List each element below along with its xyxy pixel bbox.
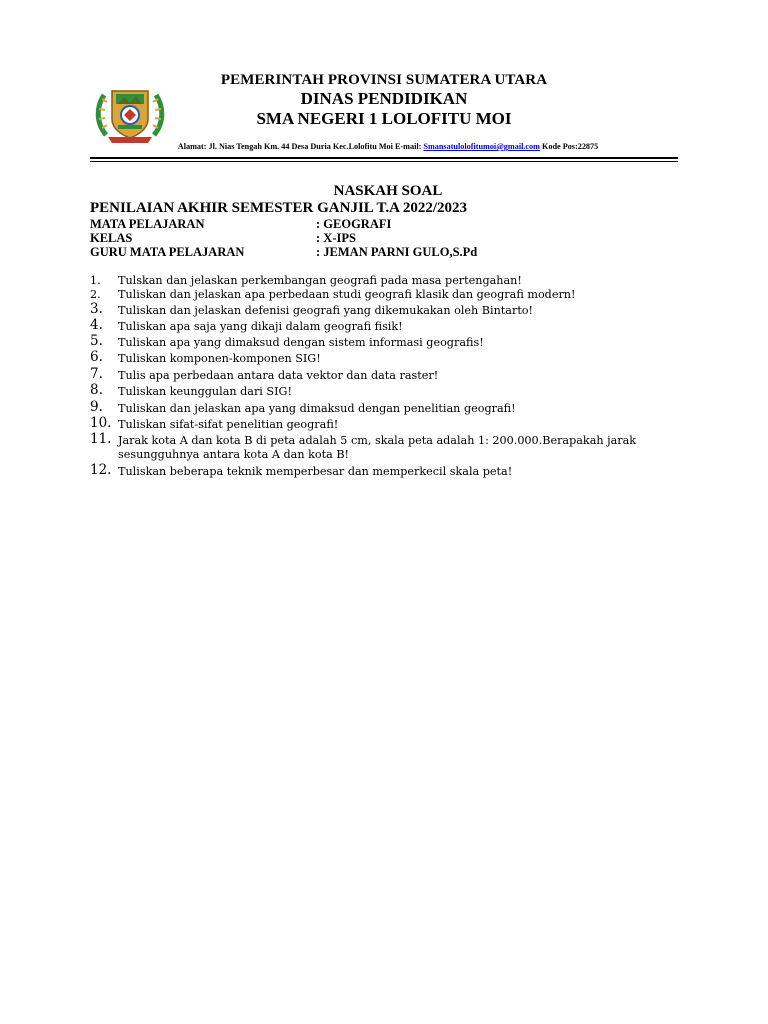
address-text: Alamat: Jl. Nias Tengah Km. 44 Desa Duria Kec.Lolofitu Moi E-mail: (177, 142, 424, 151)
meta-value: : JEMAN PARNI GULO,S.Pd (316, 245, 478, 259)
question-number: 10. (90, 415, 112, 431)
question-number: 9. (90, 399, 103, 415)
meta-value: : GEOGRAFI (316, 217, 392, 231)
question-text: Tuliskan beberapa teknik memperbesar dan memperkecil skala peta! (118, 465, 513, 478)
question-text: Jarak kota A dan kota B di peta adalah 5 cm, skala peta adalah 1: 200.000.Berapakah jarak sesungguhnya antara kota A dan kota B! (118, 434, 637, 461)
department-name: DINAS PENDIDIKAN (300, 89, 468, 108)
government-name: PEMERINTAH PROVINSI SUMATERA UTARA (220, 72, 548, 88)
question-text: Tuliskan dan jelaskan apa perbedaan studi geografi klasik dan geografi modern! (118, 288, 576, 301)
question-number: 4. (90, 317, 103, 333)
question-text: Tulis apa perbedaan antara data vektor dan data raster! (118, 369, 439, 382)
question-text: Tuliskan apa saja yang dikaji dalam geografi fisik! (118, 320, 403, 333)
question-number: 12. (90, 462, 112, 478)
question-number: 8. (90, 382, 103, 398)
email-link[interactable]: Smansatulolofitumoi@gmail.com (423, 142, 540, 151)
exam-subtitle: PENILAIAN AKHIR SEMESTER GANJIL T.A 2022/2023 (90, 200, 468, 216)
meta-label: GURU MATA PELAJARAN (90, 245, 245, 259)
question-text: Tuliskan komponen-komponen SIG! (118, 352, 321, 365)
question-text: Tuliskan sifat-sifat penelitian geografi! (118, 418, 339, 431)
school-address (90, 142, 686, 151)
question-number: 7. (90, 366, 103, 382)
postal-code: Kode Pos:22875 (539, 142, 599, 151)
question-number: 5. (90, 333, 103, 349)
meta-label: KELAS (90, 231, 133, 245)
question-number: 3. (90, 301, 103, 317)
question-number: 11. (90, 431, 112, 447)
question-text: Tuliskan apa yang dimaksud dengan sistem informasi geografis! (118, 336, 484, 349)
header-rule-thin (90, 161, 678, 162)
question-number: 1. (90, 274, 101, 287)
header-rule-thick (90, 157, 678, 159)
question-number: 6. (90, 349, 103, 365)
question-text: Tuliskan dan jelaskan defenisi geografi yang dikemukakan oleh Bintarto! (118, 304, 534, 317)
meta-value: : X-IPS (316, 231, 356, 245)
meta-label: MATA PELAJARAN (90, 217, 205, 231)
school-name: SMA NEGERI 1 LOLOFITU MOI (256, 109, 512, 128)
exam-title: NASKAH SOAL (333, 183, 443, 199)
question-text: Tuliskan keunggulan dari SIG! (118, 385, 292, 398)
question-text: Tulskan dan jelaskan perkembangan geografi pada masa pertengahan! (118, 274, 522, 287)
question-number: 2. (90, 288, 101, 301)
question-text: Tuliskan dan jelaskan apa yang dimaksud dengan penelitian geografi! (118, 402, 516, 415)
letterhead (150, 72, 618, 129)
